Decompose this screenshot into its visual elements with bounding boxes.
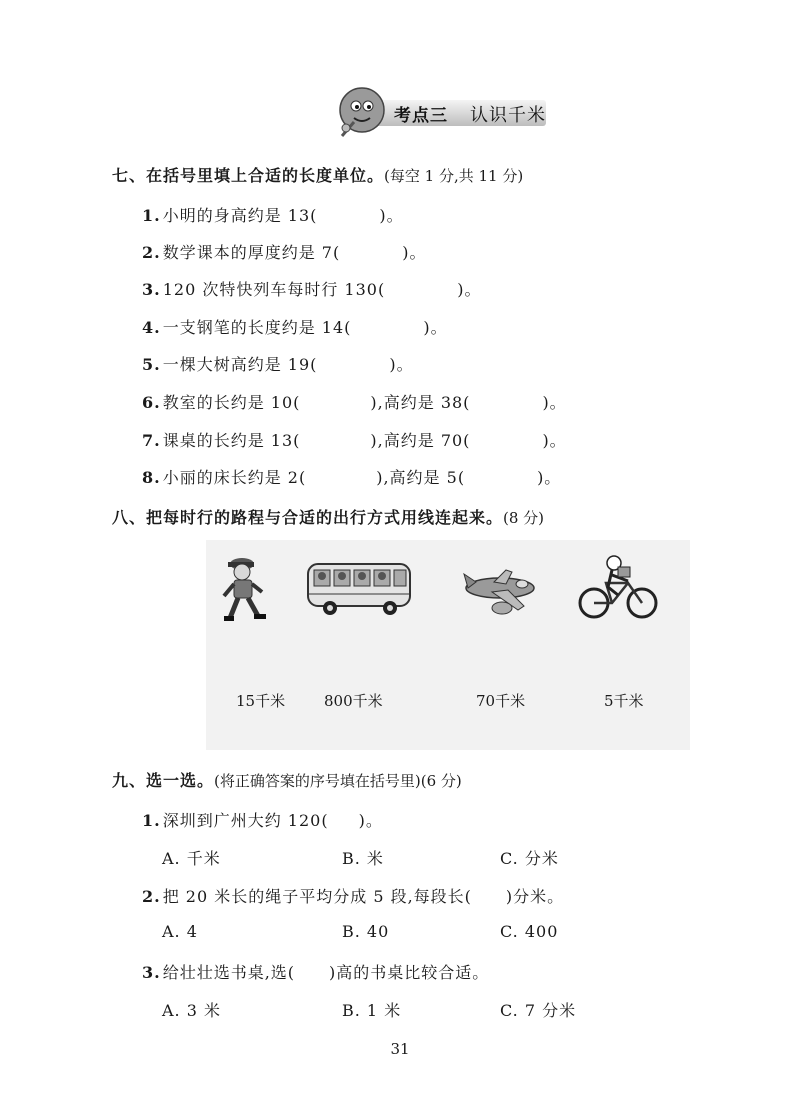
fill-item-3: 3. 120 次特快列车每时行 130( )。 (142, 280, 482, 299)
fill-item-7: 7. 课桌的长约是 13( ),高约是 70( )。 (142, 431, 567, 450)
choice-question-2: 2. 把 20 米长的绳子平均分成 5 段,每段长( )分米。 (142, 887, 565, 906)
option-3b[interactable]: B. 1 米 (342, 1001, 402, 1020)
option-1a[interactable]: A. 千米 (162, 849, 221, 868)
option-1c[interactable]: C. 分米 (500, 849, 559, 868)
fill-item-4: 4. 一支钢笔的长度约是 14( )。 (142, 318, 448, 337)
section8-title: 八、把每时行的路程与合适的出行方式用线连起来。(8 分) (112, 508, 545, 527)
option-3c[interactable]: C. 7 分米 (500, 1001, 577, 1020)
distance-label-2[interactable]: 800千米 (324, 692, 383, 710)
fill-item-8: 8. 小丽的床长约是 2( ),高约是 5( )。 (142, 468, 562, 487)
fill-item-2: 2. 数学课本的厚度约是 7( )。 (142, 243, 427, 262)
header-badge: 考点三 (394, 106, 448, 126)
walking-person-icon[interactable] (218, 552, 272, 624)
distance-label-1[interactable]: 15千米 (236, 692, 286, 710)
section-header (330, 84, 570, 144)
fill-item-1: 1. 小明的身高约是 13( )。 (142, 206, 404, 225)
mascot-face-icon (330, 84, 390, 144)
page-number: 31 (390, 1040, 410, 1058)
fill-item-6: 6. 教室的长约是 10( ),高约是 38( )。 (142, 393, 567, 412)
option-2b[interactable]: B. 40 (342, 922, 390, 941)
fill-item-5: 5. 一棵大树高约是 19( )。 (142, 355, 414, 374)
distance-label-3[interactable]: 70千米 (476, 692, 526, 710)
choice-question-1: 1. 深圳到广州大约 120( )。 (142, 811, 383, 830)
section7-title: 七、在括号里填上合适的长度单位。(每空 1 分,共 11 分) (112, 166, 524, 185)
header-title: 认识千米 (470, 105, 546, 126)
section9-title: 九、选一选。(将正确答案的序号填在括号里)(6 分) (112, 771, 462, 790)
option-2c[interactable]: C. 400 (500, 922, 559, 941)
cyclist-icon[interactable] (578, 555, 660, 621)
distance-label-4[interactable]: 5千米 (604, 692, 644, 710)
choice-question-3: 3. 给壮壮选书桌,选( )高的书桌比较合适。 (142, 963, 490, 982)
option-3a[interactable]: A. 3 米 (162, 1001, 221, 1020)
option-1b[interactable]: B. 米 (342, 849, 384, 868)
option-2a[interactable]: A. 4 (162, 922, 198, 941)
airplane-icon[interactable] (462, 566, 542, 618)
bus-icon[interactable] (306, 560, 412, 618)
